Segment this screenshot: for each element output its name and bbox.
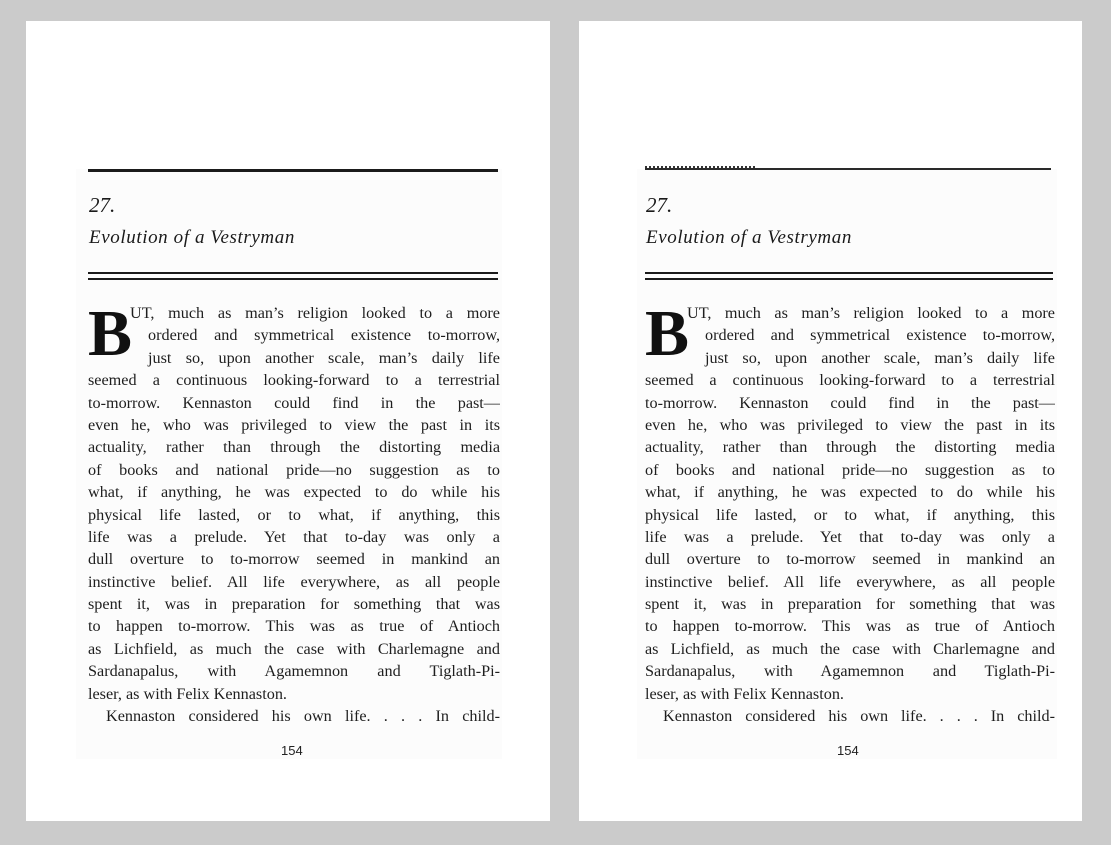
- text-line: dull overture to to-morrow seemed in mankind an: [645, 550, 1055, 569]
- text-line: of books and national pride—no suggestion as to: [88, 460, 500, 479]
- body-text: [645, 297, 1055, 727]
- page-number: 154: [281, 743, 303, 758]
- text-line: dull overture to to-morrow seemed in mankind an: [88, 550, 500, 569]
- text-line: spent it, was in preparation for something that was: [88, 595, 500, 614]
- chapter-title: Evolution of a Vestryman: [89, 227, 295, 248]
- text-line: seemed a continuous looking-forward to a terrestrial: [645, 371, 1055, 390]
- chapter-title: Evolution of a Vestryman: [646, 227, 852, 248]
- double-rule: [645, 272, 1053, 280]
- text-line: to happen to-morrow. This was as true of Antioch: [645, 617, 1055, 636]
- text-line: ordered and symmetrical existence to-morrow,: [705, 326, 1055, 345]
- text-line: seemed a continuous looking-forward to a terrestrial: [88, 371, 500, 390]
- text-line: physical life lasted, or to what, if anything, this: [645, 505, 1055, 524]
- text-line: Sardanapalus, with Agamemnon and Tiglath-Pi-: [88, 662, 500, 681]
- text-line: what, if anything, he was expected to do while his: [88, 483, 500, 502]
- text-line: to-morrow. Kennaston could find in the past—: [88, 393, 500, 412]
- text-line: to-morrow. Kennaston could find in the past—: [645, 393, 1055, 412]
- text-line: life was a prelude. Yet that to-day was only a: [88, 527, 500, 546]
- page-left: [26, 21, 550, 821]
- top-rule: [88, 169, 498, 172]
- text-line: spent it, was in preparation for something that was: [645, 595, 1055, 614]
- text-line: of books and national pride—no suggestion as to: [645, 460, 1055, 479]
- page-right: [579, 21, 1082, 821]
- double-rule: [88, 272, 498, 280]
- text-line: just so, upon another scale, man’s daily life: [148, 348, 500, 367]
- text-line: leser, as with Felix Kennaston.: [645, 684, 844, 703]
- text-line: instinctive belief. All life everywhere, as all people: [88, 572, 500, 591]
- page-number: 154: [837, 743, 859, 758]
- text-line: ordered and symmetrical existence to-morrow,: [148, 326, 500, 345]
- text-line: Sardanapalus, with Agamemnon and Tiglath-Pi-: [645, 662, 1055, 681]
- top-rule: [645, 168, 1051, 170]
- text-line: just so, upon another scale, man’s daily life: [705, 348, 1055, 367]
- drop-cap: B: [645, 297, 690, 370]
- chapter-number: 27.: [89, 193, 116, 217]
- text-line: actuality, rather than through the distorting media: [645, 438, 1055, 457]
- text-line: even he, who was privileged to view the past in its: [88, 415, 500, 434]
- text-line: as Lichfield, as much the case with Charlemagne and: [645, 639, 1055, 658]
- chapter-number: 27.: [646, 193, 673, 217]
- text-line: to happen to-morrow. This was as true of Antioch: [88, 617, 500, 636]
- text-line: physical life lasted, or to what, if anything, this: [88, 505, 500, 524]
- text-line: what, if anything, he was expected to do while his: [645, 483, 1055, 502]
- text-line: as Lichfield, as much the case with Charlemagne and: [88, 639, 500, 658]
- text-line: actuality, rather than through the distorting media: [88, 438, 500, 457]
- text-line: Kennaston considered his own life. . . . In child-: [106, 707, 500, 726]
- text-line: life was a prelude. Yet that to-day was only a: [645, 527, 1055, 546]
- drop-cap: B: [88, 297, 133, 370]
- text-line: Kennaston considered his own life. . . . In child-: [663, 707, 1055, 726]
- text-line: even he, who was privileged to view the past in its: [645, 415, 1055, 434]
- text-line: UT, much as man’s religion looked to a more: [687, 304, 1055, 322]
- text-line: instinctive belief. All life everywhere, as all people: [645, 572, 1055, 591]
- text-line: leser, as with Felix Kennaston.: [88, 684, 287, 703]
- body-text: [88, 297, 500, 727]
- text-line: UT, much as man’s religion looked to a more: [130, 304, 500, 322]
